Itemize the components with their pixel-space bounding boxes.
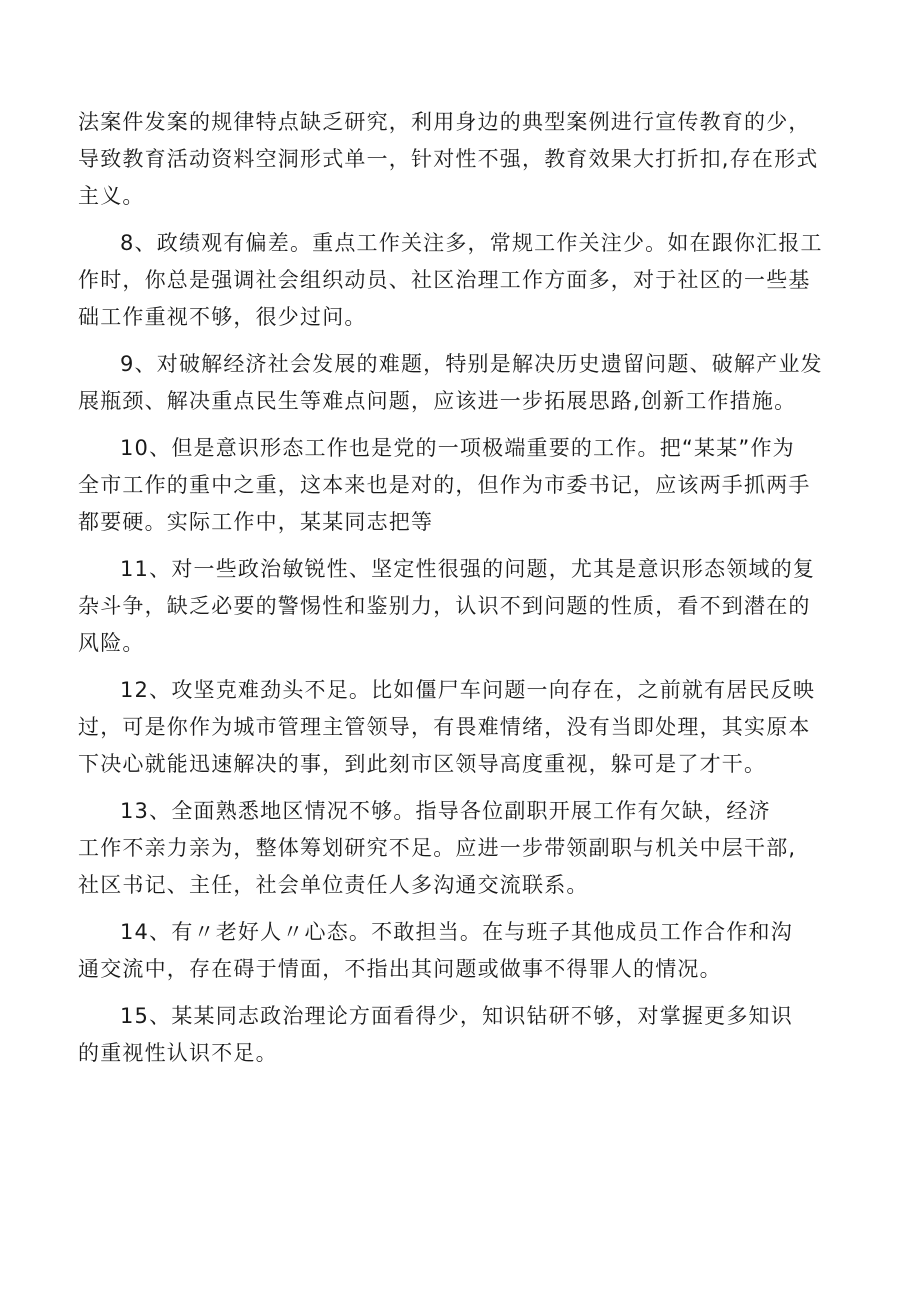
document-body — [78, 104, 856, 1082]
text-line: 的重视性认识不足。 — [78, 1041, 278, 1065]
paragraph-item-15 — [78, 998, 856, 1072]
paragraph-item-11 — [78, 551, 856, 662]
text-line: 展瓶颈、解决重点民生等难点问题，应该进一步拓展思路,创新工作措施。 — [78, 389, 797, 413]
text-line: 15、某某同志政治理论方面看得少，知识钻研不够，对掌握更多知识 — [120, 1004, 793, 1028]
text-line: 9、对破解经济社会发展的难题，特别是解决历史遗留问题、破解产业发 — [120, 352, 823, 376]
text-line: 通交流中，存在碍于情面，不指出其问题或做事不得罪人的情况。 — [78, 957, 722, 981]
paragraph-item-8 — [78, 225, 856, 336]
paragraph-continuation — [78, 104, 856, 215]
text-line: 法案件发案的规律特点缺乏研究，利用身边的典型案例进行宣传教育的少， — [78, 110, 811, 134]
text-line: 风险。 — [78, 631, 145, 655]
text-line: 过，可是你作为城市管理主管领导，有畏难情绪，没有当即处理，其实原本 — [78, 715, 811, 739]
text-line: 10、但是意识形态工作也是党的一项极端重要的工作。把“某某”作为 — [120, 436, 795, 460]
text-line: 8、政绩观有偏差。重点工作关注多，常规工作关注少。如在跟你汇报工 — [120, 231, 823, 255]
text-line: 础工作重视不够，很少过问。 — [78, 305, 367, 329]
paragraph-item-12 — [78, 672, 856, 783]
paragraph-item-9 — [78, 346, 856, 420]
text-line: 11、对一些政治敏锐性、坚定性很强的问题，尤其是意识形态领域的复 — [120, 557, 816, 581]
text-line: 杂斗争，缺乏必要的警惕性和鉴别力，认识不到问题的性质，看不到潜在的 — [78, 594, 811, 618]
paragraph-item-10 — [78, 430, 856, 541]
paragraph-item-14 — [78, 914, 856, 988]
text-line: 社区书记、主任，社会单位责任人多沟通交流联系。 — [78, 873, 589, 897]
text-line: 导致教育活动资料空洞形式单一，针对性不强，教育效果大打折扣,存在形式 — [78, 147, 819, 171]
text-line: 主义。 — [78, 184, 145, 208]
text-line: 12、攻坚克难劲头不足。比如僵尸车问题一向存在，之前就有居民反映 — [120, 678, 816, 702]
paragraph-item-13 — [78, 793, 856, 904]
text-line: 全市工作的重中之重，这本来也是对的，但作为市委书记，应该两手抓两手 — [78, 473, 811, 497]
text-line: 14、有〃老好人〃心态。不敢担当。在与班子其他成员工作合作和沟 — [120, 920, 793, 944]
text-line: 13、全面熟悉地区情况不够。指导各位副职开展工作有欠缺，经济 — [120, 799, 771, 823]
text-line: 都要硬。实际工作中，某某同志把等 — [78, 510, 434, 534]
text-line: 作时，你总是强调社会组织动员、社区治理工作方面多，对于社区的一些基 — [78, 268, 811, 292]
text-line: 下决心就能迅速解决的事，到此刻市区领导高度重视，躲可是了才干。 — [78, 752, 767, 776]
text-line: 工作不亲力亲为，整体筹划研究不足。应进一步带领副职与机关中层干部, — [78, 836, 797, 860]
